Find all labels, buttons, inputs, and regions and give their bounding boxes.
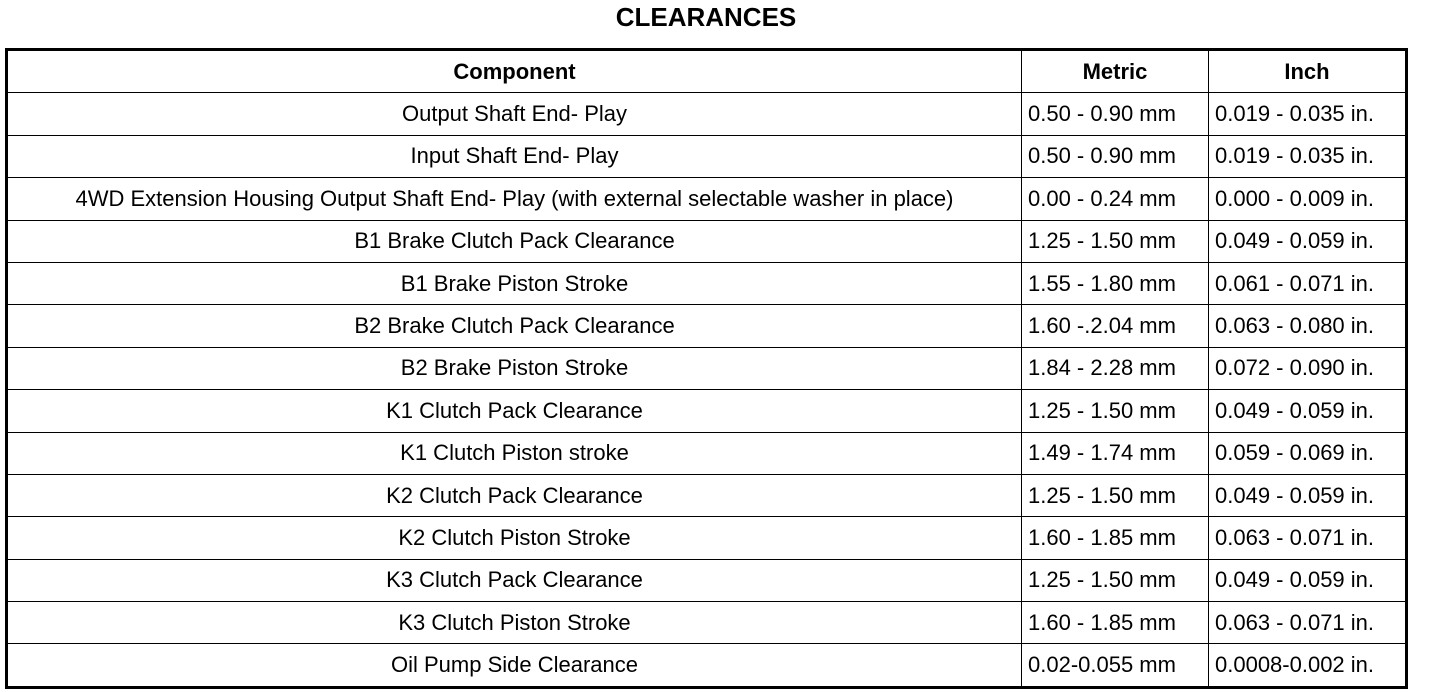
metric-cell: 1.25 - 1.50 mm	[1022, 474, 1209, 516]
table-row	[7, 178, 1407, 220]
component-cell: 4WD Extension Housing Output Shaft End- Play (with external selectable washer in place)	[7, 178, 1022, 220]
header-metric: Metric	[1022, 50, 1209, 93]
header-component: Component	[7, 50, 1022, 93]
metric-cell: 1.49 - 1.74 mm	[1022, 432, 1209, 474]
inch-cell: 0.0008-0.002 in.	[1209, 644, 1407, 687]
inch-cell: 0.063 - 0.071 in.	[1209, 602, 1407, 644]
inch-cell: 0.049 - 0.059 in.	[1209, 474, 1407, 516]
component-cell: Output Shaft End- Play	[7, 93, 1022, 135]
header-inch: Inch	[1209, 50, 1407, 93]
table-row	[7, 93, 1407, 135]
table-row	[7, 390, 1407, 432]
component-cell: B1 Brake Clutch Pack Clearance	[7, 220, 1022, 262]
metric-cell: 0.00 - 0.24 mm	[1022, 178, 1209, 220]
component-cell: B2 Brake Piston Stroke	[7, 347, 1022, 389]
inch-cell: 0.061 - 0.071 in.	[1209, 262, 1407, 304]
component-cell: K3 Clutch Pack Clearance	[7, 559, 1022, 601]
table-row	[7, 135, 1407, 177]
table-row	[7, 432, 1407, 474]
metric-cell: 1.60 - 1.85 mm	[1022, 517, 1209, 559]
table-row	[7, 262, 1407, 304]
component-cell: K2 Clutch Pack Clearance	[7, 474, 1022, 516]
page-title: CLEARANCES	[615, 2, 797, 32]
header-row	[7, 50, 1407, 93]
component-cell: K2 Clutch Piston Stroke	[7, 517, 1022, 559]
metric-cell: 0.50 - 0.90 mm	[1022, 93, 1209, 135]
table-row	[7, 220, 1407, 262]
inch-cell: 0.049 - 0.059 in.	[1209, 390, 1407, 432]
clearances-table	[5, 48, 1408, 689]
table-row	[7, 347, 1407, 389]
metric-cell: 1.60 - 1.85 mm	[1022, 602, 1209, 644]
inch-cell: 0.059 - 0.069 in.	[1209, 432, 1407, 474]
inch-cell: 0.063 - 0.080 in.	[1209, 305, 1407, 347]
inch-cell: 0.072 - 0.090 in.	[1209, 347, 1407, 389]
table-row	[7, 305, 1407, 347]
component-cell: Input Shaft End- Play	[7, 135, 1022, 177]
inch-cell: 0.000 - 0.009 in.	[1209, 178, 1407, 220]
inch-cell: 0.049 - 0.059 in.	[1209, 559, 1407, 601]
table-row	[7, 602, 1407, 644]
metric-cell: 1.25 - 1.50 mm	[1022, 390, 1209, 432]
table-row	[7, 644, 1407, 687]
component-cell: K3 Clutch Piston Stroke	[7, 602, 1022, 644]
component-cell: B2 Brake Clutch Pack Clearance	[7, 305, 1022, 347]
metric-cell: 1.60 -.2.04 mm	[1022, 305, 1209, 347]
metric-cell: 0.50 - 0.90 mm	[1022, 135, 1209, 177]
component-cell: K1 Clutch Piston stroke	[7, 432, 1022, 474]
inch-cell: 0.019 - 0.035 in.	[1209, 135, 1407, 177]
metric-cell: 1.84 - 2.28 mm	[1022, 347, 1209, 389]
table-row	[7, 559, 1407, 601]
inch-cell: 0.019 - 0.035 in.	[1209, 93, 1407, 135]
metric-cell: 1.25 - 1.50 mm	[1022, 220, 1209, 262]
table-row	[7, 517, 1407, 559]
inch-cell: 0.063 - 0.071 in.	[1209, 517, 1407, 559]
table-body	[7, 93, 1407, 687]
table-row	[7, 474, 1407, 516]
metric-cell: 0.02-0.055 mm	[1022, 644, 1209, 687]
metric-cell: 1.25 - 1.50 mm	[1022, 559, 1209, 601]
inch-cell: 0.049 - 0.059 in.	[1209, 220, 1407, 262]
component-cell: K1 Clutch Pack Clearance	[7, 390, 1022, 432]
component-cell: B1 Brake Piston Stroke	[7, 262, 1022, 304]
metric-cell: 1.55 - 1.80 mm	[1022, 262, 1209, 304]
component-cell: Oil Pump Side Clearance	[7, 644, 1022, 687]
